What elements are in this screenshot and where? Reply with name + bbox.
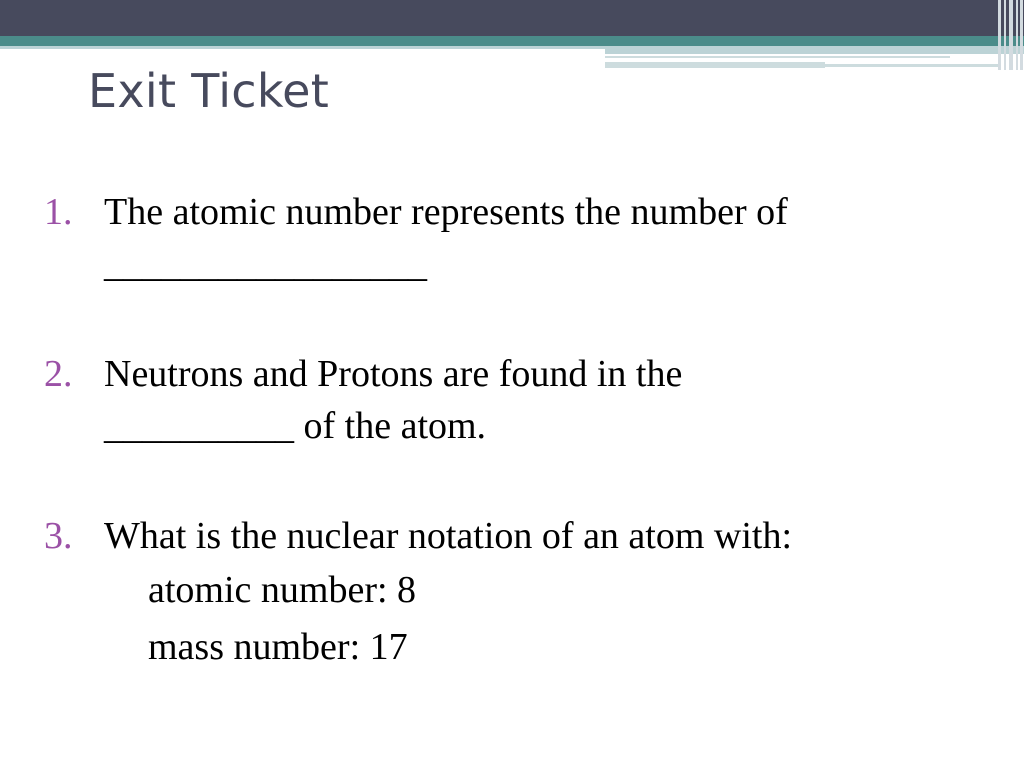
- edge-stripe: [1009, 0, 1013, 70]
- header-bar-dark: [0, 0, 1024, 36]
- header-accent-line: [605, 56, 950, 58]
- header-accent-line: [605, 62, 825, 68]
- question-item-3: [0, 510, 1024, 676]
- header-accent-line: [825, 64, 1000, 67]
- edge-stripe: [1020, 0, 1023, 70]
- answer-blank: _________________: [104, 243, 427, 285]
- question-text: The atomic number represents the number of: [104, 191, 788, 233]
- slide-title: Exit Ticket: [88, 64, 330, 118]
- question-number: 1.: [44, 191, 73, 233]
- question-number: 3.: [44, 515, 73, 557]
- question-text-continued: __________ of the atom.: [104, 405, 487, 447]
- question-item-2: [0, 348, 1024, 452]
- edge-stripes: [994, 0, 1024, 70]
- header-bar-light: [0, 46, 605, 49]
- header-bar-light: [605, 46, 1024, 54]
- question-number: 2.: [44, 353, 73, 395]
- edge-stripe: [1016, 0, 1018, 70]
- header-bar-teal: [0, 36, 1024, 46]
- question-text: Neutrons and Protons are found in the: [104, 353, 683, 395]
- question-text: What is the nuclear notation of an atom with:: [104, 515, 793, 557]
- question-list: [0, 186, 1024, 676]
- atomic-number-given: atomic number: 8: [148, 569, 417, 611]
- question-item-1: [0, 186, 1024, 290]
- edge-stripe: [998, 0, 1001, 70]
- edge-stripe: [1004, 0, 1006, 70]
- mass-number-given: mass number: 17: [148, 626, 408, 668]
